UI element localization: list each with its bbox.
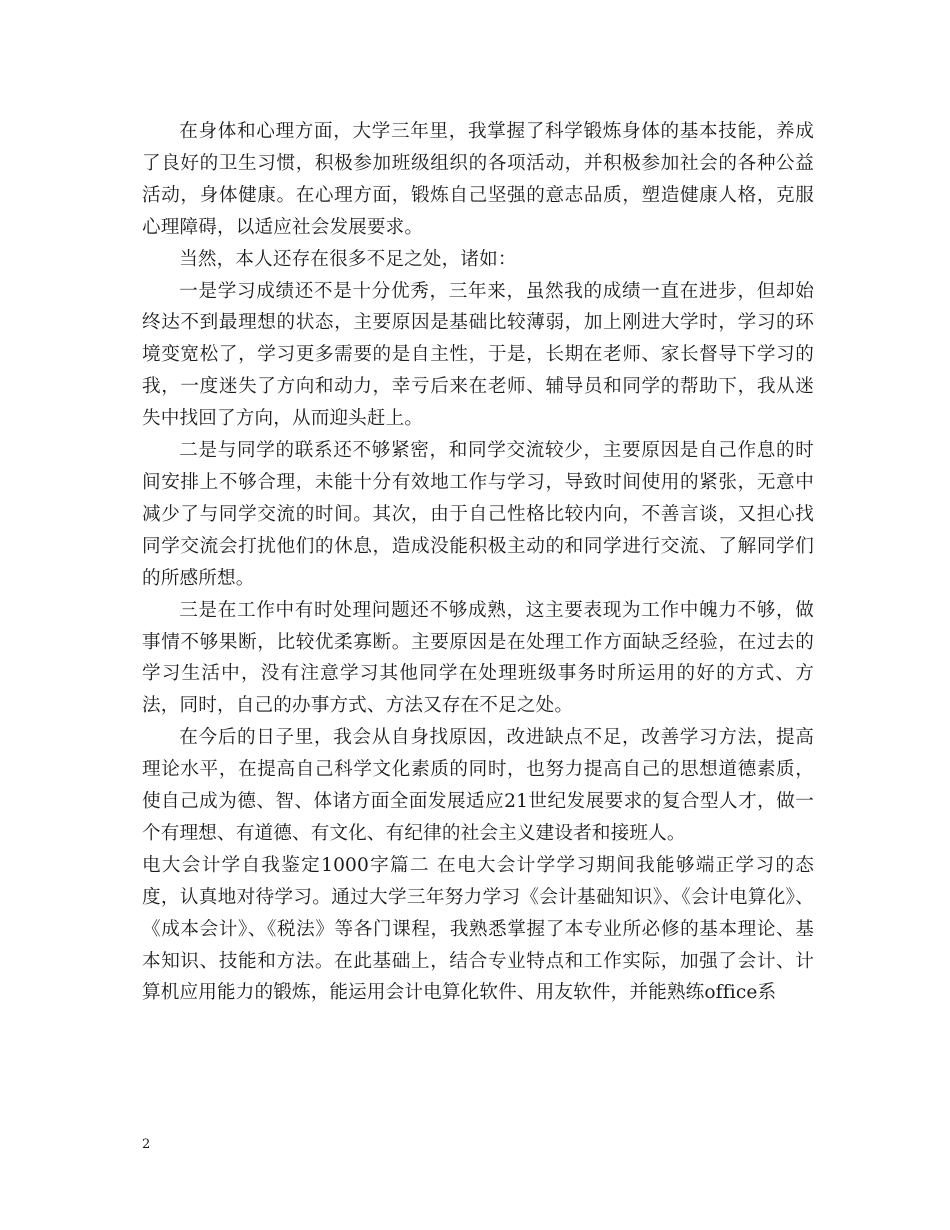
paragraph-shortcoming-2: 二是与同学的联系还不够紧密，和同学交流较少，主要原因是自己作息的时间安排上不够合理，未能十分有效地工作与学习，导致时间使用的紧张，无意中减少了与同学交流的时间。其次，由于自己性格比较内向，不善言谈，又担心找同学交流会打扰他们的休息，造成没能积极主动的和同学进行交流、了解同学们的所感所想。 bbox=[142, 440, 814, 589]
section-gap bbox=[430, 855, 437, 876]
paragraph-future-plan: 在今后的日子里，我会从自身找原因，改进缺点不足，改善学习方法，提高理论水平，在提高自己科学文化素质的同时，也努力提高自己的思想道德素质，使自己成为德、智、体诸方面全面发展适应21世纪发展要求的复合型人才，做一个有理想、有道德、有文化、有纪律的社会主义建设者和接班人。 bbox=[142, 727, 814, 844]
document-body bbox=[142, 116, 814, 1009]
paragraph-section-two bbox=[142, 850, 814, 1010]
section-body: 在电大会计学学习期间我能够端正学习的态度，认真地对待学习。通过大学三年努力学习《会计基础知识》、《会计电算化》、《成本会计》、《税法》等各门课程，我熟悉掌握了本专业所必修的基本理论、基本知识、技能和方法。在此基础上，结合专业特点和工作实际，加强了会计、计算机应用能力的锻炼，能运用会计电算化软件、用友软件，并能熟练office系 bbox=[142, 854, 814, 1004]
paragraph-shortcoming-3: 三是在工作中有时处理问题还不够成熟，这主要表现为工作中魄力不够，做事情不够果断，比较优柔寡断。主要原因是在处理工作方面缺乏经验，在过去的学习生活中，没有注意学习其他同学在处理班级事务时所运用的好的方式、方法，同时，自己的办事方式、方法又存在不足之处。 bbox=[142, 599, 814, 717]
paragraph-physical-mental: 在身体和心理方面，大学三年里，我掌握了科学锻炼身体的基本技能，养成了良好的卫生习惯，积极参加班级组织的各项活动，并积极参加社会的各种公益活动，身体健康。在心理方面，锻炼自己坚强的意志品质，塑造健康人格，克服心理障碍，以适应社会发展要求。 bbox=[142, 121, 814, 238]
paragraph-shortcomings-intro: 当然，本人还存在很多不足之处，诸如： bbox=[179, 248, 517, 270]
paragraph-shortcoming-1: 一是学习成绩还不是十分优秀，三年来，虽然我的成绩一直在进步，但却始终达不到最理想的状态，主要原因是基础比较薄弱，加上刚进大学时，学习的环境变宽松了，学习更多需要的是自主性，于是，长期在老师、家长督导下学习的我，一度迷失了方向和动力，幸亏后来在老师、辅导员和同学的帮助下，我从迷失中找回了方向，从而迎头赶上。 bbox=[142, 280, 814, 430]
page-number: 2 bbox=[142, 1137, 151, 1152]
section-heading: 电大会计学自我鉴定1000字篇二 bbox=[142, 854, 430, 876]
